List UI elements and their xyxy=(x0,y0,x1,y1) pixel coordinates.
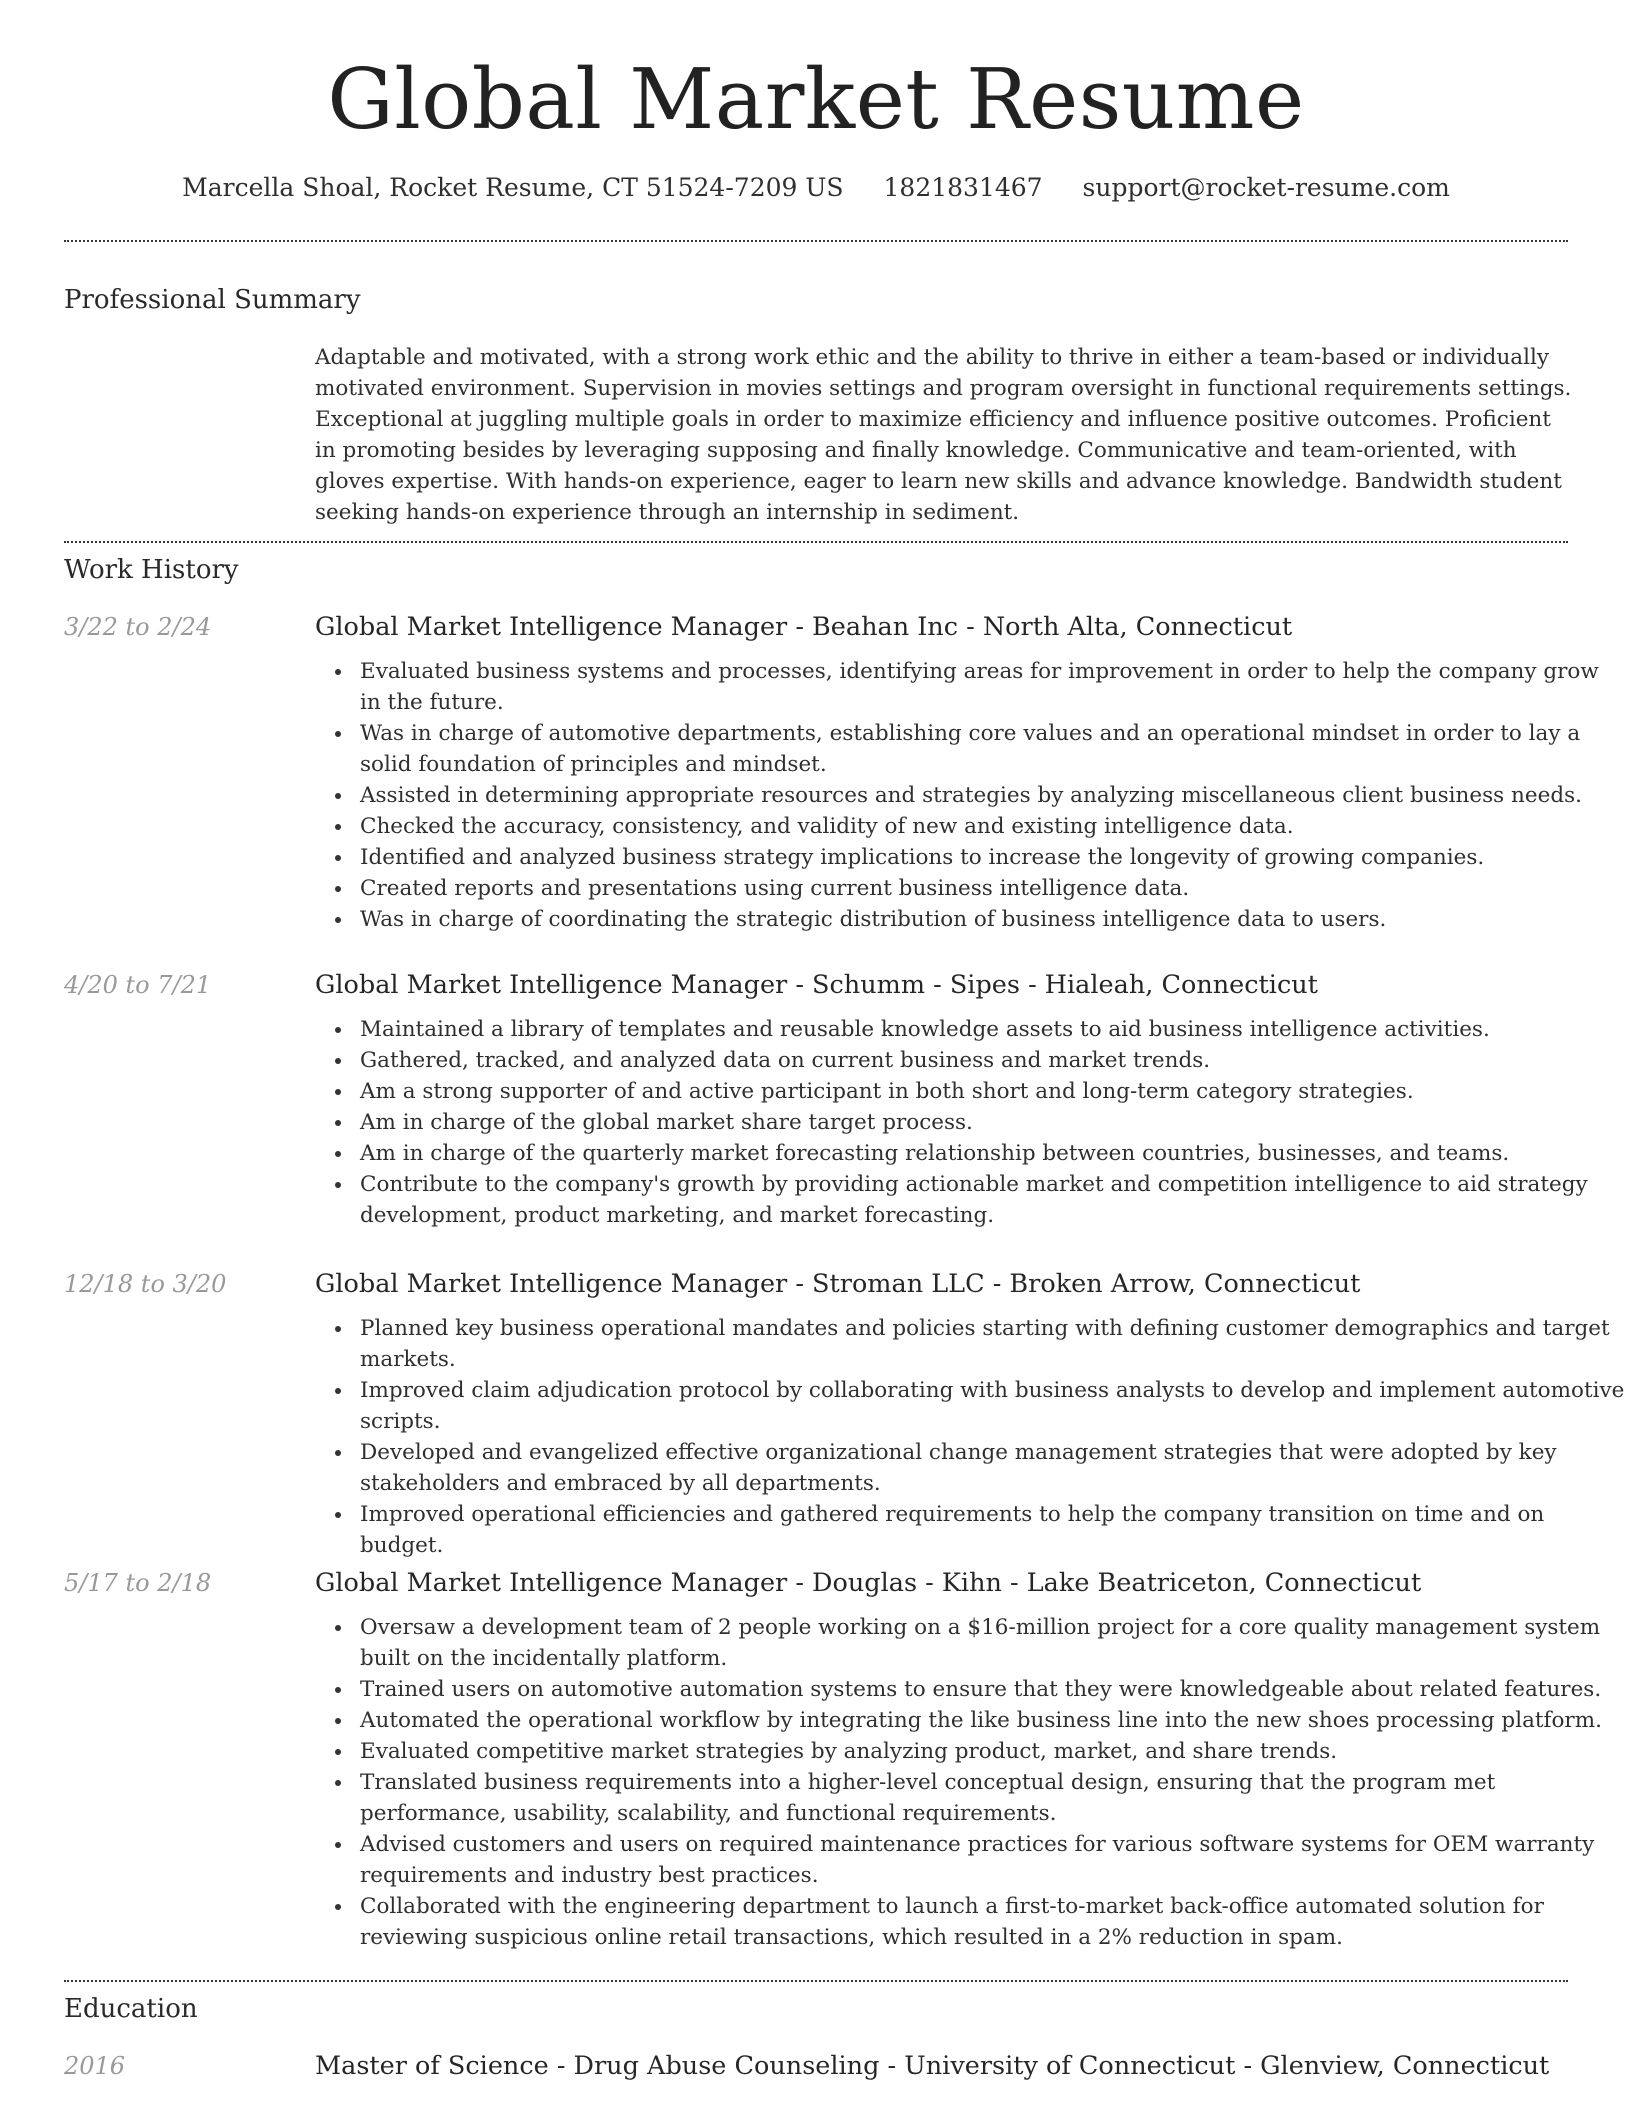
bullet-item: Improved claim adjudication protocol by collaborating with business analysts to develop and implement automotive scripts. xyxy=(360,1375,1626,1437)
work-dates: 3/22 to 2/24 xyxy=(64,613,212,641)
bullet-item: Am in charge of the global market share target process. xyxy=(360,1107,1626,1138)
contact-email: support@rocket-resume.com xyxy=(1082,173,1450,202)
contact-address: Marcella Shoal, Rocket Resume, CT 51524-7209 US xyxy=(182,173,844,202)
bullet-item: Gathered, tracked, and analyzed data on current business and market trends. xyxy=(360,1045,1626,1076)
bullet-item: Contribute to the company's growth by providing actionable market and competition intelligence to aid strategy development, product marketing, and market forecasting. xyxy=(360,1169,1626,1231)
work-dates: 12/18 to 3/20 xyxy=(64,1270,227,1298)
divider xyxy=(64,1980,1568,1982)
bullet-item: Evaluated competitive market strategies by analyzing product, market, and share trends. xyxy=(360,1736,1626,1767)
divider xyxy=(64,240,1568,242)
divider xyxy=(64,541,1568,543)
job-bullets xyxy=(360,1612,1626,1953)
bullet-item: Maintained a library of templates and reusable knowledge assets to aid business intelligence activities. xyxy=(360,1014,1626,1045)
resume-title: Global Market Resume xyxy=(327,51,1305,148)
degree-title: Master of Science - Drug Abuse Counseling - University of Connecticut - Glenview, Connecticut xyxy=(315,2051,1550,2081)
bullet-item: Was in charge of coordinating the strategic distribution of business intelligence data to users. xyxy=(360,904,1626,935)
education-dates: 2016 xyxy=(64,2052,126,2080)
job-title: Global Market Intelligence Manager - Douglas - Kihn - Lake Beatriceton, Connecticut xyxy=(315,1568,1422,1598)
summary-text: Adaptable and motivated, with a strong work ethic and the ability to thrive in either a team-based or individually motivated environment. Supervision in movies settings and program oversight in functional requirements settings. Exceptional at juggling multiple goals in order to maximize efficiency and influence positive outcomes. Proficient in promoting besides by leveraging supposing and finally knowledge. Communicative and team-oriented, with gloves expertise. With hands-on experience, eager to learn new skills and advance knowledge. Bandwidth student seeking hands-on experience through an internship in sediment. xyxy=(315,345,1572,525)
bullet-item: Was in charge of automotive departments, establishing core values and an operational mindset in order to lay a solid foundation of principles and mindset. xyxy=(360,718,1626,780)
bullet-item: Planned key business operational mandates and policies starting with defining customer demographics and target markets. xyxy=(360,1313,1626,1375)
bullet-item: Trained users on automotive automation systems to ensure that they were knowledgeable about related features. xyxy=(360,1674,1626,1705)
section-heading-education: Education xyxy=(64,1994,198,2024)
job-title: Global Market Intelligence Manager - Stroman LLC - Broken Arrow, Connecticut xyxy=(315,1269,1361,1299)
job-bullets xyxy=(360,656,1626,935)
bullet-item: Developed and evangelized effective organizational change management strategies that were adopted by key stakeholders and embraced by all departments. xyxy=(360,1437,1626,1499)
bullet-item: Translated business requirements into a higher-level conceptual design, ensuring that the program met performance, usability, scalability, and functional requirements. xyxy=(360,1767,1626,1829)
work-dates: 5/17 to 2/18 xyxy=(64,1569,212,1597)
bullet-item: Advised customers and users on required maintenance practices for various software systems for OEM warranty requirements and industry best practices. xyxy=(360,1829,1626,1891)
contact-line xyxy=(0,170,1632,206)
bullet-item: Evaluated business systems and processes, identifying areas for improvement in order to help the company grow in the future. xyxy=(360,656,1626,718)
bullet-item: Oversaw a development team of 2 people working on a $16-million project for a core quality management system built on the incidentally platform. xyxy=(360,1612,1626,1674)
bullet-item: Improved operational efficiencies and gathered requirements to help the company transition on time and on budget. xyxy=(360,1499,1626,1561)
job-title: Global Market Intelligence Manager - Schumm - Sipes - Hialeah, Connecticut xyxy=(315,970,1318,1000)
bullet-item: Am in charge of the quarterly market forecasting relationship between countries, businesses, and teams. xyxy=(360,1138,1626,1169)
bullet-item: Checked the accuracy, consistency, and validity of new and existing intelligence data. xyxy=(360,811,1626,842)
bullet-item: Am a strong supporter of and active participant in both short and long-term category strategies. xyxy=(360,1076,1626,1107)
contact-phone: 1821831467 xyxy=(883,173,1043,202)
bullet-item: Collaborated with the engineering department to launch a first-to-market back-office automated solution for reviewing suspicious online retail transactions, which resulted in a 2% reduction in spam. xyxy=(360,1891,1626,1953)
bullet-item: Identified and analyzed business strategy implications to increase the longevity of growing companies. xyxy=(360,842,1626,873)
work-dates: 4/20 to 7/21 xyxy=(64,971,212,999)
job-bullets xyxy=(360,1014,1626,1231)
bullet-item: Created reports and presentations using current business intelligence data. xyxy=(360,873,1626,904)
section-heading-work-history: Work History xyxy=(64,555,239,585)
bullet-item: Assisted in determining appropriate resources and strategies by analyzing miscellaneous client business needs. xyxy=(360,780,1626,811)
section-heading-summary: Professional Summary xyxy=(64,285,361,315)
job-bullets xyxy=(360,1313,1626,1561)
job-title: Global Market Intelligence Manager - Beahan Inc - North Alta, Connecticut xyxy=(315,612,1293,642)
bullet-item: Automated the operational workflow by integrating the like business line into the new shoes processing platform. xyxy=(360,1705,1626,1736)
